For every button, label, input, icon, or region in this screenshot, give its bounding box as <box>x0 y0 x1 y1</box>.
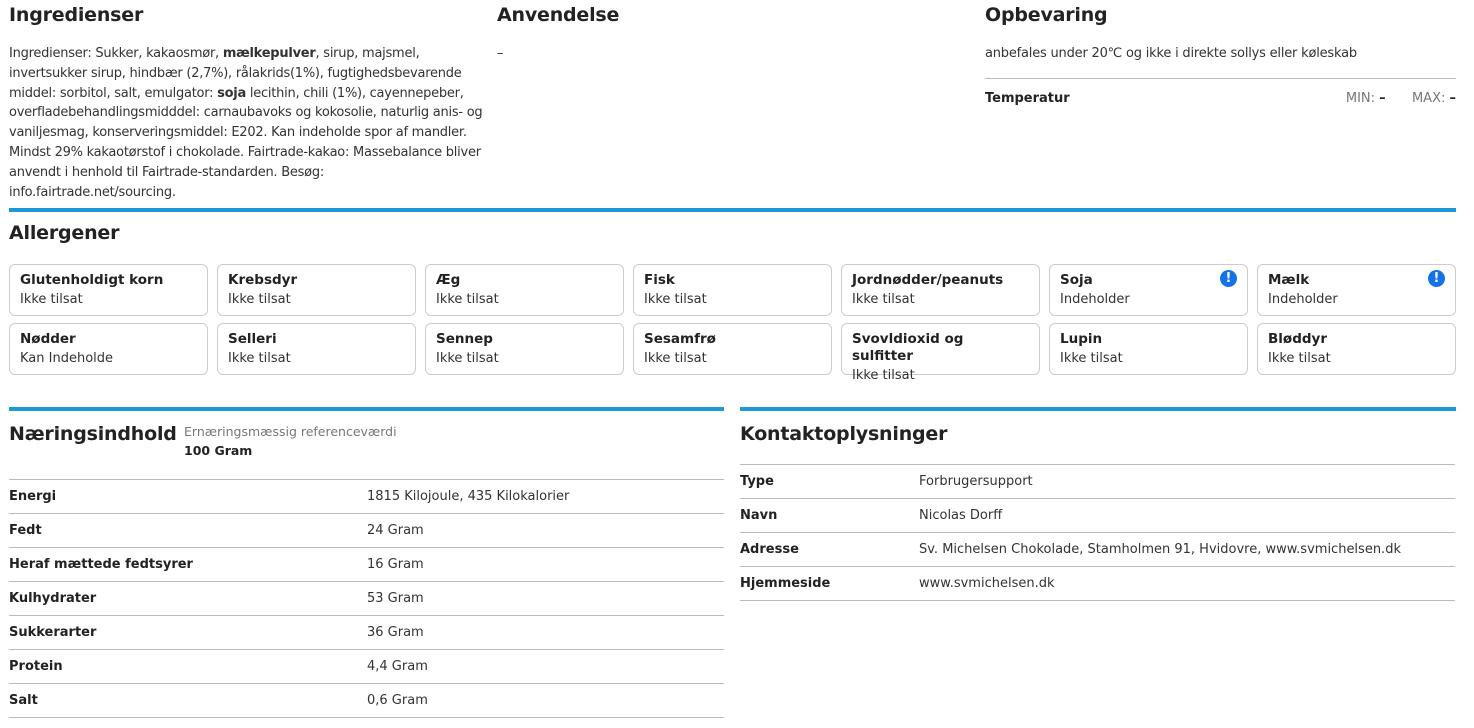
allergen-status: Ikke tilsat <box>644 292 707 307</box>
allergen-status: Indeholder <box>1060 292 1130 307</box>
storage-section <box>985 4 1456 106</box>
ingredient-text-part: Ingredienser: Sukker, kakaosmør, <box>9 46 223 61</box>
nutrition-row <box>9 581 724 615</box>
nutrition-row <box>9 513 724 547</box>
ingredients-text <box>9 44 484 202</box>
temperature-max-label: MAX: <box>1411 91 1446 106</box>
nutrition-row-label: Kulhydrater <box>9 591 97 606</box>
allergen-name: Jordnødder/peanuts <box>852 272 1004 288</box>
nutrition-row-value: 16 Gram <box>367 557 424 572</box>
nutrition-row-value: 1815 Kilojoule, 435 Kilokalorier <box>367 489 570 504</box>
nutrition-row-value: 24 Gram <box>367 523 424 538</box>
ingredient-text-part: , sirup, majsmel, invertsukker sirup, hindbær (2,7%), rålakrids(1%), fugtighedsbevarende middel: sorbitol, salt, emulgator: <box>9 46 462 101</box>
allergen-name: Sesamfrø <box>644 331 716 347</box>
ingredients-heading: Ingredienser <box>9 4 144 26</box>
allergen-name: Fisk <box>644 272 675 288</box>
allergen-card <box>9 323 208 375</box>
ingredient-text-part: lecithin, chili (1%), cayennepeber, overfladebehandlingsmidddel: carnaubavoks og kokosolie, naturlig anis- og vaniljesmag, konserveringsmiddel: E202. Kan indeholde spor af mandler. Mindst 29% kakaotørstof i chokolade. Fairtrade-kakao: Massebalance bliver anvendt i henhold til Fairtrade-standarden. Besøg: info.fairtrade.net/sourcing. <box>9 85 483 200</box>
contact-row-label: Navn <box>740 508 778 523</box>
allergen-status: Ikke tilsat <box>228 292 291 307</box>
contact-row-label: Type <box>740 474 774 489</box>
contact-row-value: Forbrugersupport <box>919 474 1033 489</box>
ingredient-allergen-highlight: mælkepulver <box>222 46 316 61</box>
ingredient-allergen-highlight: soja <box>217 85 247 101</box>
allergen-card <box>425 264 624 316</box>
allergen-name: Mælk <box>1268 272 1310 288</box>
contact-row-value: Nicolas Dorff <box>919 508 1003 523</box>
allergen-card <box>9 264 208 316</box>
nutrition-row-value: 53 Gram <box>367 591 424 606</box>
nutrition-heading: Næringsindhold <box>9 423 177 445</box>
allergen-card <box>841 323 1040 383</box>
contact-row <box>740 498 1455 532</box>
allergen-name: Lupin <box>1060 331 1103 347</box>
allergen-status: Ikke tilsat <box>436 292 499 307</box>
allergen-card <box>633 264 832 316</box>
usage-section <box>497 4 967 64</box>
nutrition-row <box>9 479 724 513</box>
nutrition-row-label: Sukkerarter <box>9 625 97 640</box>
nutrition-row-label: Protein <box>9 659 63 674</box>
contact-row <box>740 566 1455 600</box>
temperature-min-label: MIN: <box>1345 91 1376 106</box>
allergen-card <box>1049 323 1248 375</box>
nutrition-reference <box>184 422 397 460</box>
allergens-grid <box>9 264 1456 383</box>
ingredients-section <box>9 4 484 202</box>
allergen-status: Kan Indeholde <box>20 351 114 366</box>
allergen-card <box>1257 323 1456 375</box>
nutrition-row-label: Heraf mættede fedtsyrer <box>9 557 193 572</box>
nutrition-row-value: 0,6 Gram <box>367 693 428 708</box>
temperature-row <box>985 78 1456 106</box>
contact-row-label: Hjemmeside <box>740 576 831 591</box>
allergen-name: Krebsdyr <box>228 272 298 288</box>
allergen-card <box>217 264 416 316</box>
nutrition-row-value: 4,4 Gram <box>367 659 428 674</box>
allergen-status: Ikke tilsat <box>228 351 291 366</box>
contact-divider <box>740 407 1456 411</box>
nutrition-row <box>9 615 724 649</box>
allergen-card <box>425 323 624 375</box>
nutrition-row-label: Energi <box>9 489 57 504</box>
storage-text: anbefales under 20℃ og ikke i direkte sollys eller køleskab <box>985 46 1357 61</box>
allergen-name: Sennep <box>436 331 493 347</box>
nutrition-reference-label: Ernæringsmæssig referenceværdi <box>184 424 397 439</box>
allergen-status: Ikke tilsat <box>852 368 915 383</box>
allergen-name: Bløddyr <box>1268 331 1327 347</box>
allergen-status: Ikke tilsat <box>1268 351 1331 366</box>
allergen-card <box>217 323 416 375</box>
contact-table <box>740 464 1455 601</box>
nutrition-row <box>9 649 724 683</box>
usage-text: – <box>497 46 504 61</box>
nutrition-row-label: Salt <box>9 693 38 708</box>
allergen-name: Nødder <box>20 331 76 347</box>
allergen-status: Indeholder <box>1268 292 1338 307</box>
nutrition-divider <box>9 407 724 411</box>
nutrition-table <box>9 479 724 718</box>
allergen-name: Selleri <box>228 331 277 347</box>
allergen-name: Soja <box>1060 272 1093 288</box>
nutrition-row-label: Fedt <box>9 523 42 538</box>
storage-heading: Opbevaring <box>985 4 1108 26</box>
contact-row <box>740 532 1455 566</box>
allergen-card <box>633 323 832 375</box>
allergen-name: Glutenholdigt korn <box>20 272 164 288</box>
temperature-range <box>1346 91 1456 106</box>
section-divider <box>9 208 1456 212</box>
contact-row <box>740 464 1455 498</box>
exclamation-circle-icon: ! <box>1428 270 1445 287</box>
allergens-heading: Allergener <box>9 222 120 244</box>
allergen-name: Svovldioxid og sulfitter <box>852 331 964 364</box>
allergen-status: Ikke tilsat <box>20 292 83 307</box>
contact-row-value: Sv. Michelsen Chokolade, Stamholmen 91, Hvidovre, www.svmichelsen.dk <box>919 542 1401 557</box>
temperature-label: Temperatur <box>985 91 1070 106</box>
nutrition-reference-value: 100 Gram <box>184 443 253 458</box>
allergen-status: Ikke tilsat <box>644 351 707 366</box>
usage-heading: Anvendelse <box>497 4 620 26</box>
exclamation-circle-icon: ! <box>1220 270 1237 287</box>
allergen-status: Ikke tilsat <box>436 351 499 366</box>
contact-row-label: Adresse <box>740 542 799 557</box>
nutrition-row <box>9 547 724 581</box>
temperature-min-value: – <box>1379 91 1386 106</box>
nutrition-row <box>9 683 724 717</box>
allergen-card <box>1049 264 1248 316</box>
temperature-max-value: – <box>1449 91 1456 106</box>
allergen-status: Ikke tilsat <box>1060 351 1123 366</box>
contact-heading: Kontaktoplysninger <box>740 423 948 445</box>
allergen-status: Ikke tilsat <box>852 292 915 307</box>
allergen-name: Æg <box>436 272 461 288</box>
allergen-card <box>841 264 1040 316</box>
allergen-card <box>1257 264 1456 316</box>
nutrition-row-value: 36 Gram <box>367 625 424 640</box>
contact-row-value: www.svmichelsen.dk <box>919 576 1055 591</box>
